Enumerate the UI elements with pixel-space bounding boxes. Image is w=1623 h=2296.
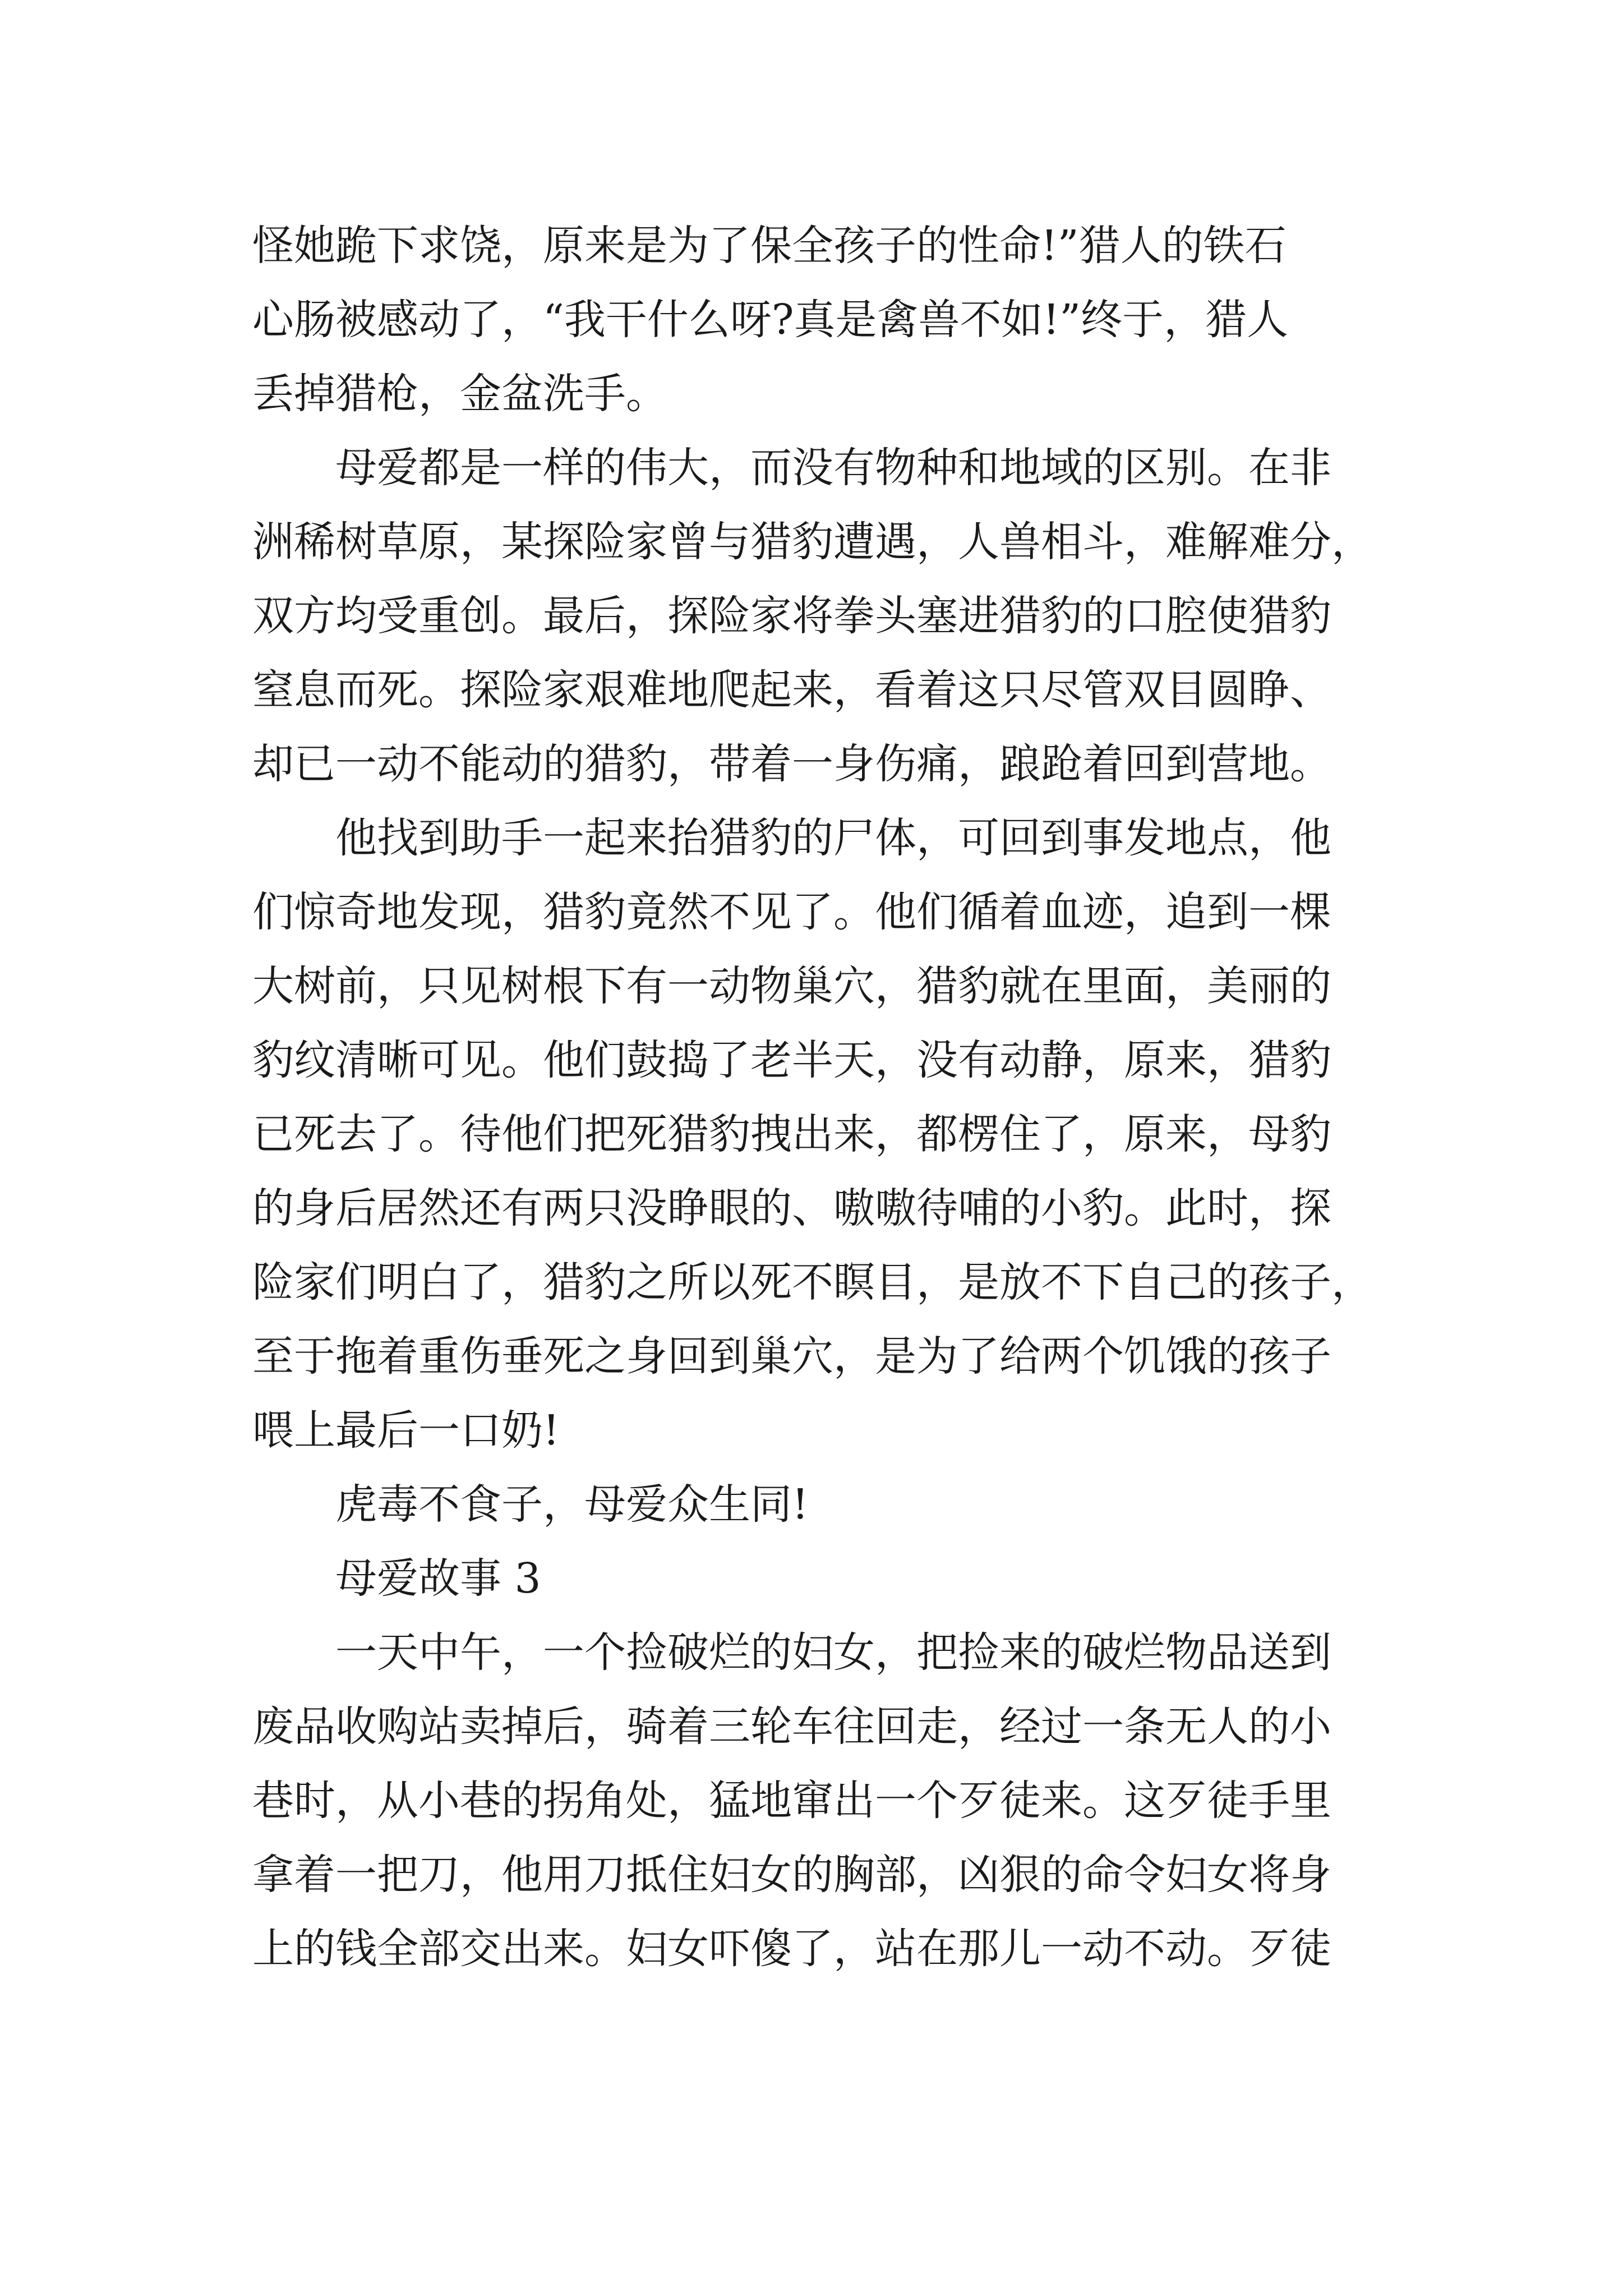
section-heading: 母爱故事 3 <box>335 1554 541 1603</box>
text-line: 一天中午，一个捡破烂的妇女，把捡来的破烂物品送到 <box>335 1628 1331 1677</box>
text-line: 却已一动不能动的猎豹，带着一身伤痛，踉跄着回到营地。 <box>252 740 1331 788</box>
body-text <box>252 209 1400 1986</box>
text-line: 已死去了。待他们把死猎豹拽出来，都楞住了，原来，母豹 <box>252 1110 1331 1158</box>
text-line: 大树前，只见树根下有一动物巢穴，猎豹就在里面，美丽的 <box>252 962 1331 1010</box>
text-line: 拿着一把刀，他用刀抵住妇女的胸部，凶狠的命令妇女将身 <box>252 1851 1331 1899</box>
text-line: 至于拖着重伤垂死之身回到巢穴，是为了给两个饥饿的孩子 <box>252 1332 1331 1381</box>
text-line: 窒息而死。探险家艰难地爬起来，看着这只尽管双目圆睁、 <box>252 666 1331 714</box>
text-line: 丢掉猎枪，金盆洗手。 <box>252 370 667 418</box>
text-line: 喂上最后一口奶! <box>252 1406 560 1455</box>
text-line: 洲稀树草原，某探险家曾与猎豹遭遇，人兽相斗，难解难分， <box>252 518 1373 566</box>
text-line: 母爱都是一样的伟大，而没有物种和地域的区别。在非 <box>335 444 1331 492</box>
text-line: 的身后居然还有两只没睁眼的、嗷嗷待哺的小豹。此时，探 <box>252 1184 1331 1232</box>
text-line: 们惊奇地发现，猎豹竟然不见了。他们循着血迹，追到一棵 <box>252 888 1331 936</box>
text-line: 怪她跪下求饶，原来是为了保全孩子的性命!”猎人的铁石 <box>252 222 1287 270</box>
text-line: 豹纹清晰可见。他们鼓捣了老半天，没有动静，原来，猎豹 <box>252 1036 1331 1084</box>
text-line: 巷时，从小巷的拐角处，猛地窜出一个歹徒来。这歹徒手里 <box>252 1777 1331 1825</box>
text-line: 双方均受重创。最后，探险家将拳头塞进猎豹的口腔使猎豹 <box>252 592 1331 640</box>
text-line: 废品收购站卖掉后，骑着三轮车往回走，经过一条无人的小 <box>252 1703 1331 1751</box>
text-line: 险家们明白了，猎豹之所以死不瞑目，是放不下自己的孩子， <box>252 1258 1373 1306</box>
text-line: 上的钱全部交出来。妇女吓傻了，站在那儿一动不动。歹徒 <box>252 1925 1331 1973</box>
text-line: 虎毒不食子，母爱众生同! <box>335 1480 809 1529</box>
text-line: 心肠被感动了，“我干什么呀?真是禽兽不如!”终于，猎人 <box>252 296 1289 344</box>
text-line: 他找到助手一起来抬猎豹的尸体，可回到事发地点，他 <box>335 814 1331 862</box>
